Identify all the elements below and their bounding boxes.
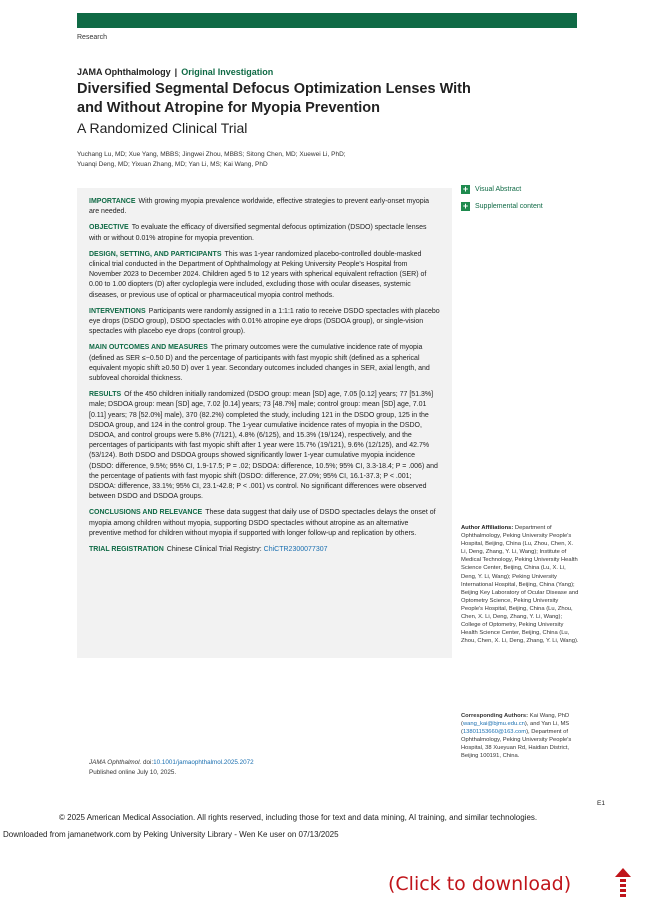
page-number: E1	[597, 800, 605, 807]
outcomes-label: MAIN OUTCOMES AND MEASURES	[89, 344, 208, 352]
design-text: This was 1-year randomized placebo-controlled double-masked clinical trial conducted in the Department of Ophthalmology at Peking University People's Hospital from November 2023 to December 2024. Children aged 5 to 12 years with spherical equivalent refraction (SER) of 0.00 to 1.00 diopters (D) after cycloplegia were included, excluding those with ocular diseases, systemic diseases, or previous use of optical or pharmaceutical myopia control methods.	[89, 250, 427, 299]
citation-line	[89, 758, 254, 768]
abstract-outcomes	[89, 343, 440, 384]
copyright-notice: © 2025 American Medical Association. All rights reserved, including those for text and data mining, AI training, and similar technologies.	[59, 813, 538, 822]
download-notice: Downloaded from jamanetwork.com by Peking University Library - Wen Ke user on 07/13/2025	[3, 830, 339, 839]
corresponding-text-1: Kai Wang, PhD (	[461, 713, 570, 728]
article-title: Diversified Segmental Defocus Optimization Lenses With and Without Atropine for Myopia Prevention	[77, 81, 471, 116]
design-label: DESIGN, SETTING, AND PARTICIPANTS	[89, 250, 222, 258]
objective-label: OBJECTIVE	[89, 224, 129, 232]
objective-text: To evaluate the efficacy of diversified segmental defocus optimization (DSDO) spectacle lenses with or without 0.01% atropine for myopia prevention.	[89, 224, 427, 242]
supplemental-content-link[interactable]	[461, 202, 543, 211]
registration-label: TRIAL REGISTRATION	[89, 546, 164, 554]
citation	[89, 758, 254, 777]
affiliations-text: Department of Ophthalmology, Peking University People's Hospital, Beijing, China (Lu, Zhou, Chen, X. Li, Deng, Zhang, Y. Li, Wang); Institute of Medical Technology, Peking University Health Science Center, Beijing, China (Lu, X. Li, Deng, Y. Li, Wang); Peking University International Hospital, Beijing, China (Yang); Beijing Key Laboratory of Ocular Disease and Optometry Science, Peking University People's Hospital, Beijing, China (Lu, Zhou, Chen, X. Li, Deng, Zhang, Y. Li, Wang); College of Optometry, Peking University Health Science Center, Beijing, China (Lu, Zhou, Chen, X. Li, Deng, Zhang, Y. Li, Wang).	[461, 525, 579, 645]
visual-abstract-link[interactable]	[461, 185, 543, 194]
author-list	[77, 150, 457, 170]
plus-icon: +	[462, 201, 469, 211]
journal-header-bar	[77, 13, 577, 28]
published-date: Published online July 10, 2025.	[89, 768, 177, 776]
corresponding-text-3: ), Department of Ophthalmology, Peking University People's Hospital, 38 Xueyuan Rd, Haidian District, Beijing 100191, China.	[461, 729, 572, 760]
corresponding-authors	[461, 712, 579, 761]
journal-line	[77, 67, 273, 77]
author-affiliations	[461, 524, 579, 645]
registration-text: Chinese Clinical Trial Registry:	[166, 546, 262, 554]
citation-journal: JAMA Ophthalmol.	[89, 759, 142, 766]
authors-line-1: Yuchang Lu, MD; Xue Yang, MBBS; Jingwei Zhou, MBBS; Sitong Chen, MD; Xuewei Li, PhD;	[77, 151, 346, 158]
interventions-text: Participants were randomly assigned in a 1:1:1 ratio to receive DSDO spectacles with placebo eye drops (DSDO group), DSDO spectacles with 0.01% atropine eye drops (DSDOA group), or single-vision spectacles with placebo eye drops (control group).	[89, 307, 440, 336]
results-text: Of the 450 children initially randomized (DSDO group: mean [SD] age, 7.05 [0.12] years; 77 [51.3%] male; DSDOA group: mean [SD] age, 7.02 [0.14] years; 73 [48.7%] male; control group: mean [SD] age, 7.01 [0.11] years; 78 [52.0%] male), 370 (82.2%) completed the study, including 121 in the DSDO group, 125 in the DSDOA group, and 124 in the control group. The 1-year cumulative incidence rates of myopia in the DSDO, DSDOA, and control groups were 5.8% (7/121), 4.8% (6/125), and 15.3% (19/124), respectively, and the percentages of participants with fast myopic shift after 1 year were 15.7% (19/121), 9.6% (12/125), and 42.7% (53/124). Both DSDO and DSDOA groups showed significantly lower 1-year cumulative myopia incidence (DSDO: difference, 9.5%; 95% CI, 1.9-17.5; P = .02; DSDOA: difference, 10.5%; 95% CI, 3.3-18.4; P = .006) and the percentage of patients with fast myopic shift (DSDO: difference, 27.0%; 95% CI, 16.1-37.3; P < .001; DSDOA: difference, 33.1%; 95% CI, 23.1-42.8; P < .001) vs control. No significant differences were observed between DSDO and DSDOA groups.	[89, 391, 438, 501]
journal-name: JAMA Ophthalmology	[77, 67, 171, 77]
journal-separator: |	[174, 67, 178, 77]
section-label: Research	[77, 34, 107, 41]
conclusions-label: CONCLUSIONS AND RELEVANCE	[89, 509, 203, 517]
download-arrow-icon[interactable]	[613, 867, 633, 901]
interventions-label: INTERVENTIONS	[89, 307, 146, 315]
results-label: RESULTS	[89, 391, 122, 399]
corresponding-label: Corresponding Authors:	[461, 713, 529, 719]
corresponding-text-2: ), and Yan Li, MS (	[461, 721, 570, 736]
abstract-registration	[89, 545, 440, 555]
outcomes-text: The primary outcomes were the cumulative incidence rate of myopia (defined as SER ≤−0.50 D) and the percentage of participants with fast myopic shift (defined as a spherical equivalent myopic shift ≥0.50 D) over 1 year. Secondary outcomes included changes in SER, axial length, and subfoveal choroidal thickness.	[89, 344, 430, 383]
email-link-2[interactable]: 13801153660@163.com	[462, 729, 527, 736]
affiliations-label: Author Affiliations:	[461, 525, 514, 531]
abstract-design	[89, 250, 440, 301]
abstract-importance	[89, 197, 440, 217]
abstract-interventions	[89, 307, 440, 338]
article-subtitle: A Randomized Clinical Trial	[77, 120, 248, 136]
abstract-conclusions	[89, 508, 440, 539]
email-link-1[interactable]: wang_kai@bjmu.edu.cn	[462, 721, 525, 728]
plus-icon: +	[462, 184, 469, 194]
doi-link[interactable]: 10.1001/jamaophthalmol.2025.2072	[153, 759, 254, 766]
authors-line-2: Yuanqi Deng, MD; Yixuan Zhang, MD; Yan Li, MS; Kai Wang, PhD	[77, 161, 268, 168]
visual-abstract-label: Visual Abstract	[475, 186, 522, 193]
article-type: Original Investigation	[181, 67, 274, 77]
supplemental-content-label: Supplemental content	[475, 203, 543, 210]
abstract-results	[89, 390, 440, 502]
abstract-box	[77, 188, 452, 658]
conclusions-text: These data suggest that daily use of DSDO spectacles delays the onset of myopia among children without myopia, supporting DSDO spectacles without atropine as an alternative preventive method for children without myopia if supported with longer follow-up and replication by others.	[89, 509, 436, 537]
citation-doi-prefix: doi:	[143, 759, 154, 766]
abstract-objective	[89, 223, 440, 243]
click-to-download-link[interactable]: (Click to download)	[388, 873, 572, 895]
importance-text: With growing myopia prevalence worldwide, effective strategies to prevent early-onset myopia are needed.	[89, 198, 430, 216]
importance-label: IMPORTANCE	[89, 198, 136, 205]
registration-link[interactable]: ChiCTR2300077307	[263, 546, 328, 554]
side-links	[461, 185, 543, 219]
